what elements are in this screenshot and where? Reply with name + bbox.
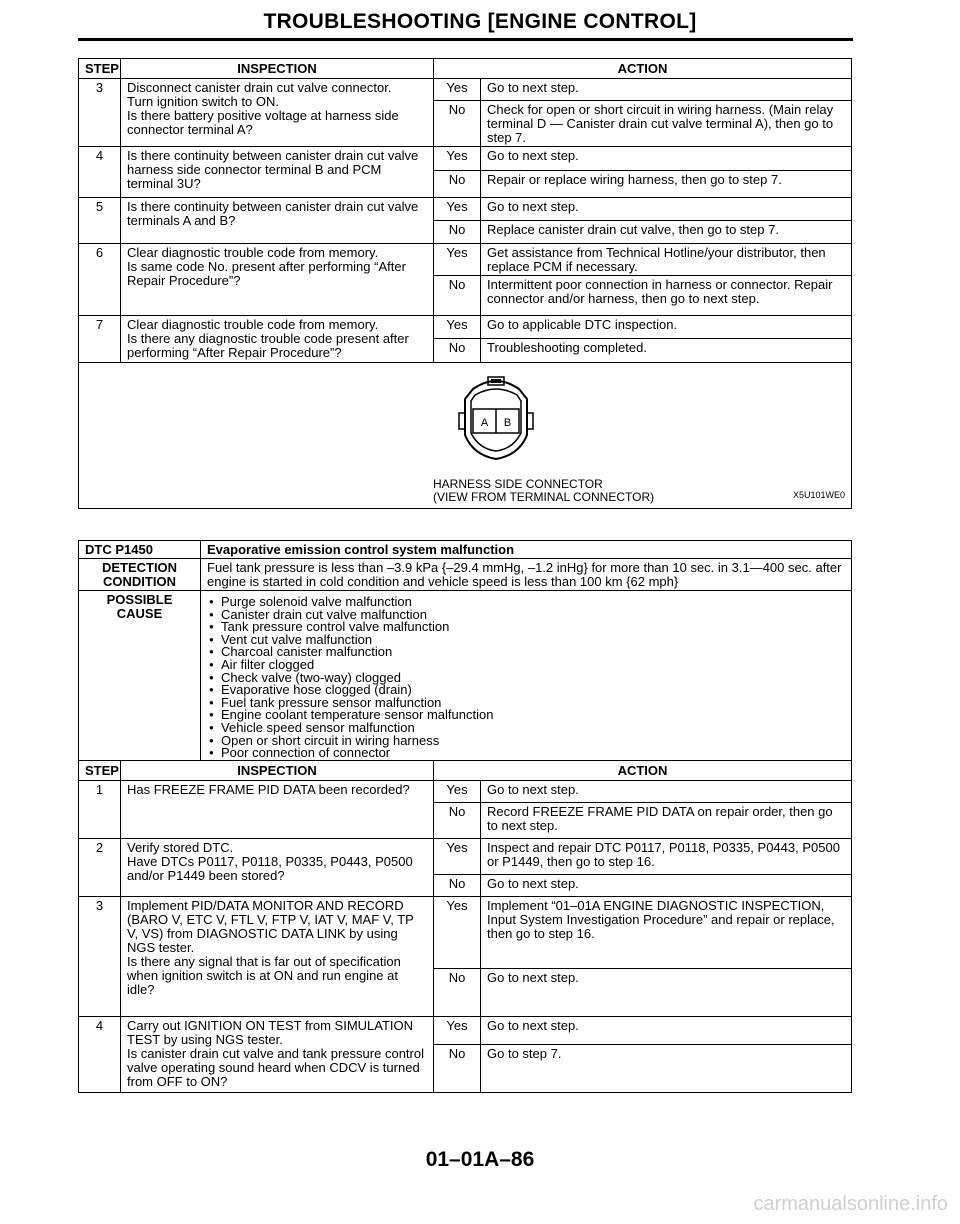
- yes-action: Go to applicable DTC inspection.: [481, 316, 852, 339]
- cause-item: ● Vent cut valve malfunction: [221, 634, 845, 647]
- action-header: ACTION: [434, 760, 852, 780]
- no-label: No: [434, 1044, 481, 1092]
- watermark: carmanualsonline.info: [753, 1193, 948, 1215]
- table-row: [79, 838, 852, 874]
- cause-item: ● Fuel tank pressure sensor malfunction: [221, 697, 845, 710]
- yes-action: Go to next step.: [481, 1016, 852, 1044]
- no-action: Go to next step.: [481, 968, 852, 1016]
- cause-item: ● Check valve (two-way) clogged: [221, 672, 845, 685]
- yes-action: Go to next step.: [481, 147, 852, 171]
- inspection-text: Disconnect canister drain cut valve connector. Turn ignition switch to ON. Is there battery positive voltage at harness side connector terminal A?: [121, 79, 434, 147]
- cause-item: ● Open or short circuit in wiring harness: [221, 735, 845, 748]
- table-row: [79, 147, 852, 171]
- no-action: Record FREEZE FRAME PID DATA on repair order, then go to next step.: [481, 802, 852, 838]
- inspection-text: Verify stored DTC. Have DTCs P0117, P0118, P0335, P0443, P0500 and/or P1449 been stored?: [121, 838, 434, 896]
- no-action: Go to next step.: [481, 874, 852, 896]
- no-action: Troubleshooting completed.: [481, 339, 852, 363]
- no-action: Intermittent poor connection in harness or connector. Repair connector and/or harness, then go to next step.: [481, 276, 852, 316]
- terminal-b-label: B: [503, 417, 512, 429]
- no-label: No: [434, 276, 481, 316]
- inspection-text: Implement PID/DATA MONITOR AND RECORD (BARO V, ETC V, FTL V, FTP V, IAT V, MAF V, TP V, VS) from DIAGNOSTIC DATA LINK by using NGS tester. Is there any signal that is far out of specification when ignition switch is at ON and run engine at idle?: [121, 896, 434, 1016]
- table-header: [79, 59, 852, 79]
- step-number: 3: [79, 79, 121, 147]
- table-row: [79, 780, 852, 802]
- cause-item: ● Evaporative hose clogged (drain): [221, 684, 845, 697]
- figure-cell: [79, 363, 852, 509]
- no-label: No: [434, 221, 481, 244]
- no-action: Replace canister drain cut valve, then go to step 7.: [481, 221, 852, 244]
- cause-item: ● Air filter clogged: [221, 659, 845, 672]
- table-row: [79, 79, 852, 101]
- step-number: 1: [79, 780, 121, 838]
- cause-list-cell: [201, 591, 852, 761]
- dtc-code: DTC P1450: [79, 541, 201, 559]
- inspection-text: Carry out IGNITION ON TEST from SIMULATION TEST by using NGS tester. Is canister drain cut valve and tank pressure control valve operating sound heard when CDCV is turned from OFF to ON?: [121, 1016, 434, 1092]
- figure-caption: HARNESS SIDE CONNECTOR (VIEW FROM TERMINAL CONNECTOR): [433, 477, 655, 504]
- cause-item: ● Tank pressure control valve malfunction: [221, 621, 845, 634]
- table-header: [79, 760, 852, 780]
- yes-action: Inspect and repair DTC P0117, P0118, P0335, P0443, P0500 or P1449, then go to step 16.: [481, 838, 852, 874]
- yes-label: Yes: [434, 79, 481, 101]
- step-number: 7: [79, 316, 121, 363]
- steps-table-1: [78, 58, 852, 509]
- yes-label: Yes: [434, 316, 481, 339]
- no-label: No: [434, 101, 481, 147]
- detection-row: [79, 559, 852, 591]
- table-row: [79, 198, 852, 221]
- table-row: [79, 1016, 852, 1044]
- step-header: STEP: [79, 760, 121, 780]
- cause-row: [79, 591, 852, 761]
- yes-label: Yes: [434, 780, 481, 802]
- dtc-title-row: [79, 541, 852, 559]
- no-action: Repair or replace wiring harness, then go to step 7.: [481, 171, 852, 198]
- yes-action: Get assistance from Technical Hotline/your distributor, then replace PCM if necessary.: [481, 244, 852, 276]
- step-number: 3: [79, 896, 121, 1016]
- step-header: STEP: [79, 59, 121, 79]
- yes-label: Yes: [434, 896, 481, 968]
- inspection-header: INSPECTION: [121, 760, 434, 780]
- action-header: ACTION: [434, 59, 852, 79]
- harness-connector-diagram: [455, 375, 537, 467]
- cause-item: ● Purge solenoid valve malfunction: [221, 596, 845, 609]
- no-label: No: [434, 339, 481, 363]
- terminal-a-label: A: [480, 417, 489, 429]
- cause-item: ● Charcoal canister malfunction: [221, 646, 845, 659]
- yes-label: Yes: [434, 147, 481, 171]
- no-label: No: [434, 171, 481, 198]
- cause-item: ● Vehicle speed sensor malfunction: [221, 722, 845, 735]
- table-row: [79, 316, 852, 339]
- yes-action: Go to next step.: [481, 780, 852, 802]
- step-number: 4: [79, 1016, 121, 1092]
- dtc-name: Evaporative emission control system malfunction: [201, 541, 852, 559]
- inspection-text: Clear diagnostic trouble code from memory. Is same code No. present after performing “After Repair Procedure”?: [121, 244, 434, 316]
- step-number: 4: [79, 147, 121, 198]
- title-rule: [78, 38, 853, 41]
- yes-label: Yes: [434, 1016, 481, 1044]
- cause-list: [207, 596, 845, 760]
- dtc-table: [78, 540, 852, 1093]
- yes-action: Implement “01–01A ENGINE DIAGNOSTIC INSPECTION, Input System Investigation Procedure” and repair or replace, then go to step 16.: [481, 896, 852, 968]
- figure-code: X5U101WE0: [792, 490, 845, 500]
- inspection-text: Is there continuity between canister drain cut valve harness side connector terminal B and PCM terminal 3U?: [121, 147, 434, 198]
- no-label: No: [434, 874, 481, 896]
- no-label: No: [434, 802, 481, 838]
- page-title: TROUBLESHOOTING [ENGINE CONTROL]: [263, 10, 697, 33]
- inspection-text: Has FREEZE FRAME PID DATA been recorded?: [121, 780, 434, 838]
- step-number: 6: [79, 244, 121, 316]
- cause-item: ● Canister drain cut valve malfunction: [221, 609, 845, 622]
- no-action: Check for open or short circuit in wiring harness. (Main relay terminal D — Canister drain cut valve terminal A), then go to step 7.: [481, 101, 852, 147]
- detection-label: DETECTION CONDITION: [79, 559, 201, 591]
- possible-cause-label: POSSIBLE CAUSE: [79, 591, 201, 761]
- yes-label: Yes: [434, 838, 481, 874]
- inspection-text: Clear diagnostic trouble code from memory. Is there any diagnostic trouble code present after performing “After Repair Procedure”?: [121, 316, 434, 363]
- yes-action: Go to next step.: [481, 198, 852, 221]
- step-number: 5: [79, 198, 121, 244]
- cause-item: ● Poor connection of connector: [221, 747, 845, 760]
- inspection-text: Is there continuity between canister drain cut valve terminals A and B?: [121, 198, 434, 244]
- yes-label: Yes: [434, 244, 481, 276]
- table-row: [79, 244, 852, 276]
- figure-row: [79, 363, 852, 509]
- table-row: [79, 896, 852, 968]
- detection-text: Fuel tank pressure is less than –3.9 kPa {–29.4 mmHg, –1.2 inHg} for more than 10 sec. in 3.1—400 sec. after engine is started in cold condition and vehicle speed is less than 100 km {62 mph}: [201, 559, 852, 591]
- page-number: 01–01A–86: [425, 1148, 535, 1171]
- yes-label: Yes: [434, 198, 481, 221]
- yes-action: Go to next step.: [481, 79, 852, 101]
- no-action: Go to step 7.: [481, 1044, 852, 1092]
- no-label: No: [434, 968, 481, 1016]
- cause-item: ● Engine coolant temperature sensor malfunction: [221, 709, 845, 722]
- step-number: 2: [79, 838, 121, 896]
- inspection-header: INSPECTION: [121, 59, 434, 79]
